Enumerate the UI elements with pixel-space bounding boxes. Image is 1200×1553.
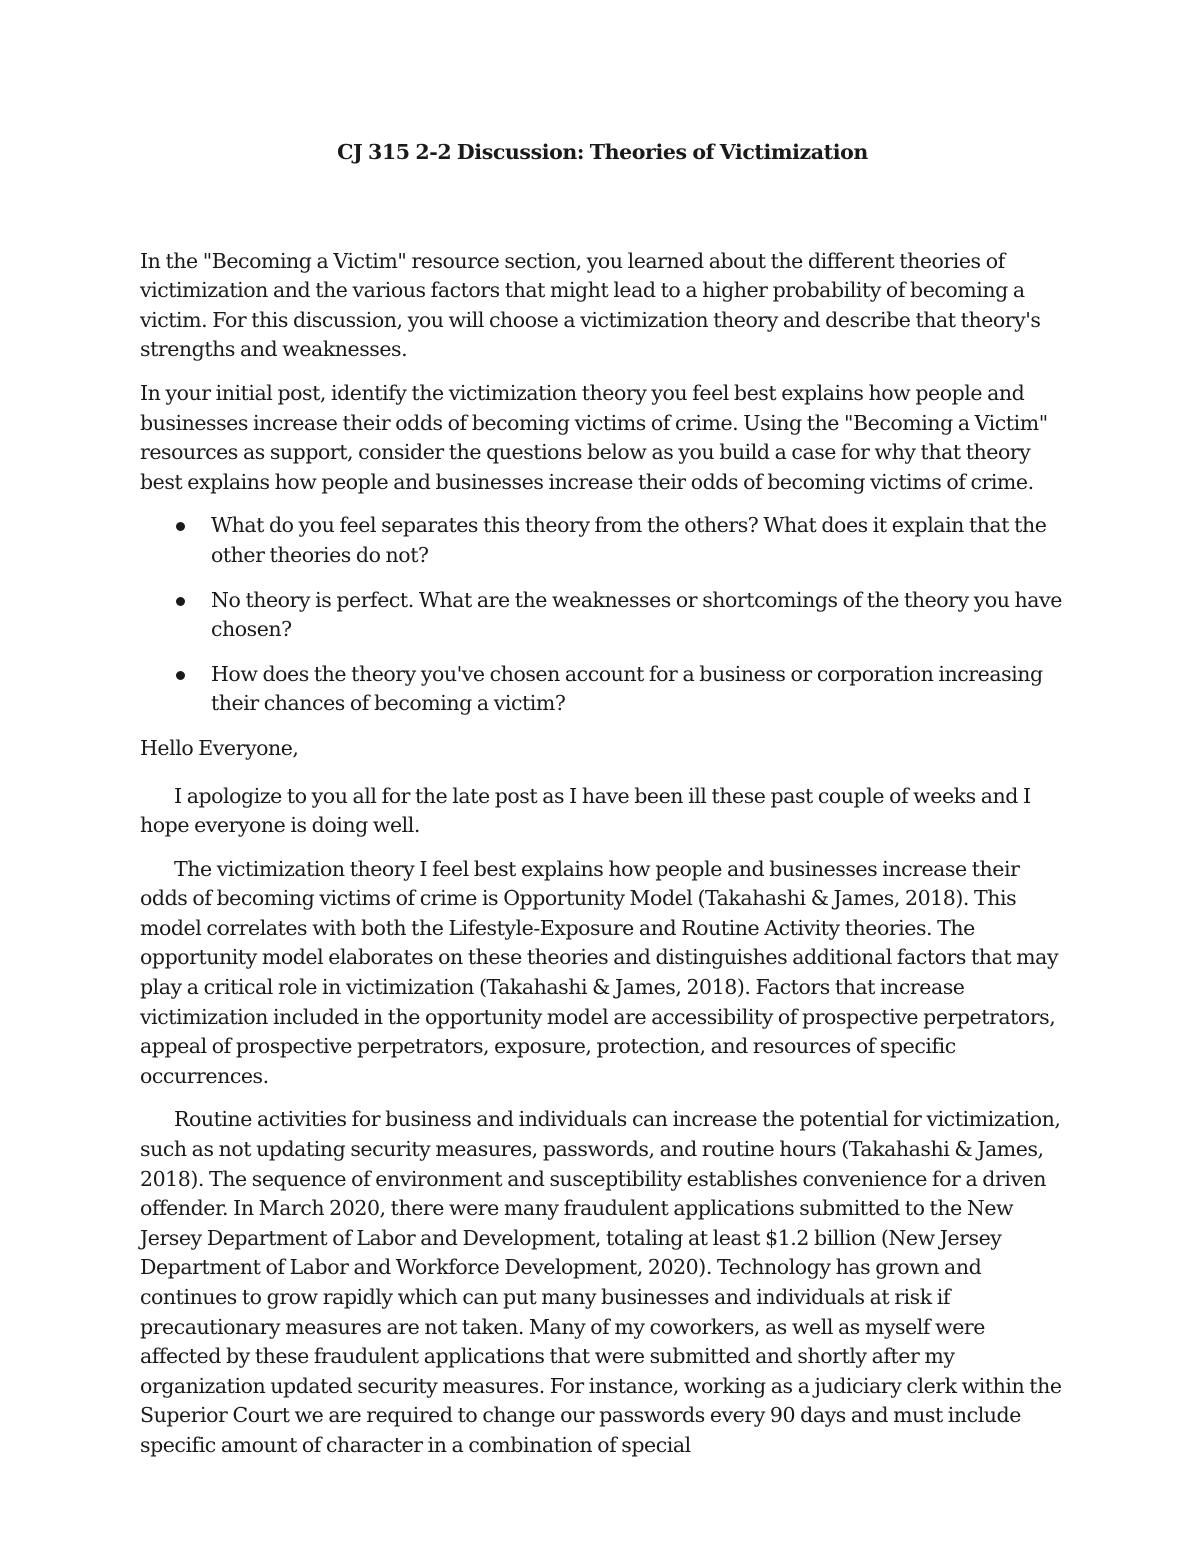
response-paragraph-3: Routine activities for business and individuals can increase the potential for victimization, such as not updating security measures, passwords, and routine hours (Takahashi & James, 2018). The sequence of environment and susceptibility establishes convenience for a driven offender. In March 2020, there were many fraudulent applications submitted to the New Jersey Department of Labor and Development, totaling at least $1.2 billion (New Jersey Department of Labor and Workforce Development, 2020). Technology has grown and continues to grow rapidly which can put many businesses and individuals at risk if precautionary measures are not taken. Many of my coworkers, as well as myself were affected by these fraudulent applications that were submitted and shortly after my organization updated security measures. For instance, working as a judiciary clerk within the Superior Court we are required to change our passwords every 90 days and must include specific amount of character in a combination of special: [140, 1107, 1062, 1457]
response-paragraph-2: The victimization theory I feel best explains how people and businesses increase their odds of becoming victims of crime is Opportunity Model (Takahashi & James, 2018). This model correlates with both the Lifestyle-Exposure and Routine Activity theories. The opportunity model elaborates on these theories and distinguishes additional factors that may play a critical role in victimization (Takahashi & James, 2018). Factors that increase victimization included in the opportunity model are accessibility of prospective perpetrators, appeal of prospective perpetrators, exposure, protection, and resources of specific occurrences.: [140, 856, 1059, 1088]
greeting: Hello Everyone,: [140, 735, 299, 760]
response-paragraph-1: I apologize to you all for the late post as I have been ill these past couple of weeks and I hope everyone is doing well.: [140, 783, 1031, 838]
bullet-icon: [176, 671, 185, 680]
prompt-paragraph-2: In your initial post, identify the victimization theory you feel best explains how people and businesses increase their odds of becoming victims of crime. Using the "Becoming a Victim" resources as support, consider the questions below as you build a case for why that theory best explains how people and businesses increase their odds of becoming victims of crime.: [140, 380, 1048, 494]
question-text: No theory is perfect. What are the weaknesses or shortcomings of the theory you have chosen?: [211, 587, 1062, 642]
document-page: [140, 138, 1065, 1475]
question-item: [140, 660, 1065, 719]
question-list: [140, 511, 1065, 719]
question-item: [140, 586, 1065, 645]
prompt-paragraph-1: In the "Becoming a Victim" resource section, you learned about the different theories of victimization and the various factors that might lead to a higher probability of becoming a victim. For this discussion, you will choose a victimization theory and describe that theory's strengths and weaknesses.: [140, 248, 1041, 362]
bullet-icon: [176, 597, 185, 606]
question-text: How does the theory you've chosen account for a business or corporation increasing their chances of becoming a victim?: [211, 661, 1043, 716]
question-item: [140, 511, 1065, 570]
question-text: What do you feel separates this theory from the others? What does it explain that the other theories do not?: [211, 513, 1047, 567]
bullet-icon: [176, 522, 185, 531]
document-title: CJ 315 2-2 Discussion: Theories of Victimization: [337, 140, 868, 164]
